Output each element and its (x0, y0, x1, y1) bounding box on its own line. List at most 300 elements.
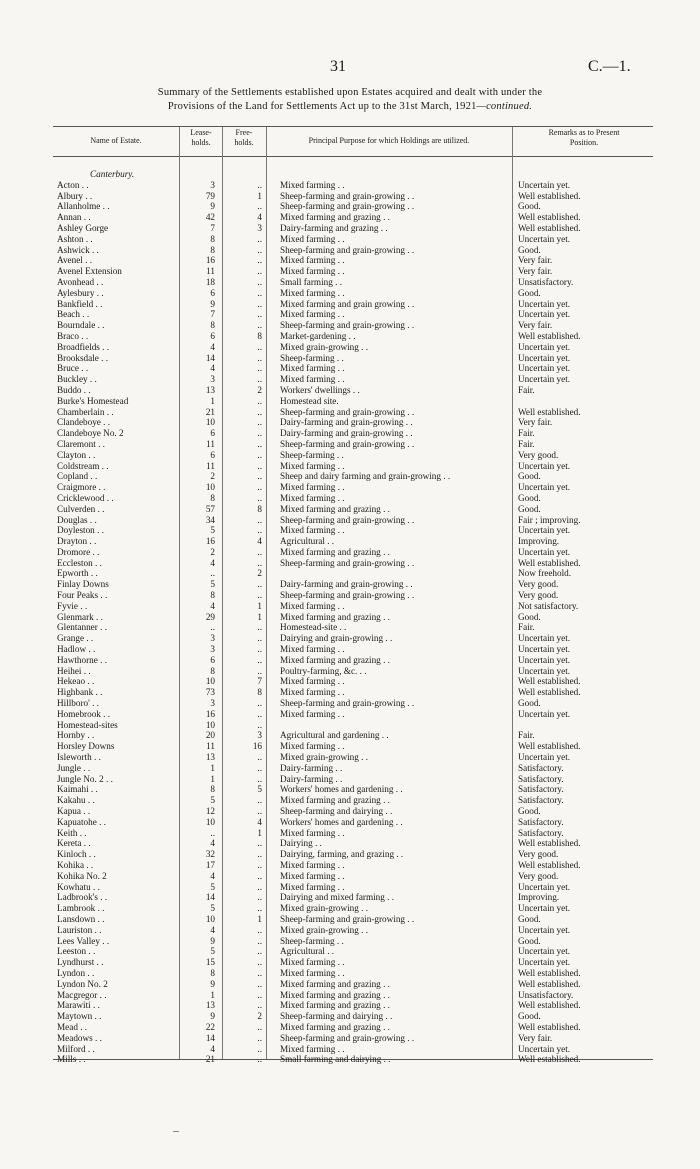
section-heading: Canterbury. (90, 169, 135, 179)
table-row (0, 342, 700, 353)
remarks-cell: Good. (518, 244, 541, 255)
table-row (0, 979, 700, 990)
estate-name-cell: Milford . . (57, 1043, 95, 1054)
estate-name-cell: Lees Valley . . (57, 935, 110, 946)
leaseholds-cell: 13 (205, 384, 215, 395)
remarks-cell: Uncertain yet. (518, 374, 571, 385)
estate-name-cell: Eccleston . . (57, 557, 102, 568)
leaseholds-cell: 4 (210, 838, 215, 849)
freeholds-cell: .. (257, 957, 262, 968)
remarks-cell: Very fair. (518, 266, 553, 277)
purpose-cell: Mixed farming . . (280, 233, 345, 244)
freeholds-cell: .. (257, 201, 262, 212)
freeholds-cell: .. (257, 428, 262, 439)
table-row (0, 461, 700, 472)
leaseholds-cell: 5 (210, 525, 215, 536)
freeholds-cell: .. (257, 460, 262, 471)
leaseholds-cell: 20 (205, 730, 215, 741)
estate-name-cell: Avenel . . (57, 255, 93, 266)
table-row (0, 838, 700, 849)
remarks-cell: Uncertain yet. (518, 644, 571, 655)
purpose-cell: Dairying and grain-growing . . (280, 633, 393, 644)
freeholds-cell: .. (257, 244, 262, 255)
remarks-cell: Improving. (518, 536, 560, 547)
remarks-cell: Good. (518, 471, 541, 482)
estate-name-cell: Copland . . (57, 471, 98, 482)
leaseholds-cell: 6 (210, 287, 215, 298)
leaseholds-cell: 10 (205, 816, 215, 827)
freeholds-cell: .. (257, 903, 262, 914)
leaseholds-cell: 3 (210, 633, 215, 644)
purpose-cell: Sheep and dairy farming and grain-growing . . (280, 471, 451, 482)
freeholds-cell: .. (257, 978, 262, 989)
freeholds-cell: .. (257, 395, 262, 406)
freeholds-cell: .. (257, 287, 262, 298)
estate-name-cell: Glentanner . . (57, 622, 108, 633)
remarks-cell: Satisfactory. (518, 762, 564, 773)
remarks-cell: Well established. (518, 860, 581, 870)
purpose-cell: Sheep-farming and grain-growing . . (280, 190, 415, 201)
estate-name-cell: Meadows . . (57, 1032, 102, 1043)
freeholds-cell: .. (257, 514, 262, 525)
estate-name-cell: Kereta . . (57, 838, 91, 849)
purpose-cell: Sheep-farming and grain-growing . . (280, 698, 415, 709)
freeholds-cell: 3 (257, 730, 262, 741)
estate-name-cell: Kaimahi . . (57, 784, 98, 795)
header-name: Name of Estate. (90, 136, 142, 145)
purpose-cell: Homestead-site . . (280, 622, 347, 633)
remarks-cell: Satisfactory. (518, 827, 564, 838)
estate-name-cell: Coldstream . . (57, 460, 109, 471)
freeholds-cell: .. (257, 633, 262, 644)
estate-name-cell: Bruce . . (57, 363, 89, 374)
remarks-cell: Satisfactory. (518, 795, 564, 806)
remarks-cell: Satisfactory. (518, 816, 564, 827)
table-row (0, 579, 700, 590)
leaseholds-cell: 8 (210, 244, 215, 255)
freeholds-cell: 2 (257, 568, 262, 579)
table-row (0, 223, 700, 234)
leaseholds-cell: 21 (205, 406, 215, 417)
table-title (48, 86, 652, 114)
table-row (0, 957, 700, 968)
remarks-cell: Very good. (518, 849, 559, 860)
purpose-cell: Mixed farming . . (280, 957, 345, 968)
table-row (0, 353, 700, 364)
table-row (0, 860, 700, 871)
leaseholds-cell: 5 (210, 795, 215, 806)
table-row (0, 741, 700, 752)
purpose-cell: Sheep-farming and grain-growing . . (280, 913, 415, 924)
table-row (0, 849, 700, 860)
table-row (0, 309, 700, 320)
purpose-cell: Mixed farming and grazing . . (280, 1000, 390, 1011)
leaseholds-cell: 10 (205, 417, 215, 428)
estate-name-cell: Grange . . (57, 633, 94, 644)
remarks-cell: Now freehold. (518, 568, 572, 579)
remarks-cell: Well established. (518, 1021, 581, 1032)
estate-name-cell: Lyndon . . (57, 967, 95, 978)
freeholds-cell: .. (257, 806, 262, 817)
table-row (0, 1044, 700, 1055)
table-row (0, 558, 700, 569)
freeholds-cell: .. (257, 870, 262, 881)
remarks-cell: Very good. (518, 590, 559, 601)
remarks-cell: Well established. (518, 212, 581, 223)
remarks-cell: Good. (518, 287, 541, 298)
freeholds-cell: 7 (257, 676, 262, 687)
purpose-cell: Small farming . . (280, 276, 343, 287)
estate-name-cell: Four Peaks . . (57, 590, 108, 601)
header-leaseholds: Lease- holds. (190, 128, 212, 147)
leaseholds-cell: 5 (210, 881, 215, 892)
estate-name-cell: Acton . . (57, 179, 89, 190)
estate-name-cell: Marawiti . . (57, 1000, 100, 1011)
freeholds-cell: 8 (257, 330, 262, 341)
remarks-cell: Uncertain yet. (518, 924, 571, 935)
freeholds-cell: .. (257, 363, 262, 374)
leaseholds-cell: 16 (205, 708, 215, 719)
freeholds-cell: .. (257, 557, 262, 568)
estate-name-cell: Douglas . . (57, 514, 97, 525)
leaseholds-cell: 6 (210, 330, 215, 341)
header-remarks: Remarks as to Present Position. (548, 128, 620, 147)
leaseholds-cell: 57 (205, 503, 215, 514)
estate-name-cell: Glenmark . . (57, 611, 103, 622)
purpose-cell: Sheep-farming and grain-growing . . (280, 201, 415, 212)
purpose-cell: Mixed grain-growing . . (280, 903, 369, 914)
freeholds-cell: .. (257, 946, 262, 957)
title-line-2-text: Provisions of the Land for Settlements Act up to the 31st March, 1921 (167, 101, 477, 112)
freeholds-cell: .. (257, 849, 262, 860)
leaseholds-cell: 3 (210, 374, 215, 385)
estate-name-cell: Kowhatu . . (57, 881, 100, 892)
purpose-cell: Mixed farming and grazing . . (280, 503, 390, 514)
freeholds-cell: .. (257, 525, 262, 536)
freeholds-cell: .. (257, 622, 262, 633)
leaseholds-cell: 16 (205, 255, 215, 266)
freeholds-cell: 1 (257, 190, 262, 201)
remarks-cell: Uncertain yet. (518, 752, 571, 763)
purpose-cell: Dairy-farming and grain-growing . . (280, 579, 413, 590)
leaseholds-cell: 8 (210, 967, 215, 978)
table-body (0, 169, 700, 1065)
freeholds-cell: .. (257, 341, 262, 352)
leaseholds-cell: 1 (210, 989, 215, 1000)
freeholds-cell: .. (257, 590, 262, 601)
estate-name-cell: Drayton . . (57, 536, 97, 547)
freeholds-cell: .. (257, 417, 262, 428)
estate-name-cell: Clandeboye . . (57, 417, 111, 428)
purpose-cell: Dairy-farming and grain-growing . . (280, 428, 413, 439)
leaseholds-cell: 1 (210, 773, 215, 784)
estate-name-cell: Horsley Downs (57, 741, 115, 752)
purpose-cell: Mixed farming and grazing . . (280, 978, 390, 989)
freeholds-cell: .. (257, 233, 262, 244)
table-row (0, 515, 700, 526)
remarks-cell: Well established. (518, 406, 581, 417)
remarks-cell: Uncertain yet. (518, 957, 571, 968)
table-row (0, 806, 700, 817)
purpose-cell: Mixed grain-growing . . (280, 341, 369, 352)
remarks-cell: Well established. (518, 967, 581, 978)
table-row (0, 817, 700, 828)
estate-name-cell: Clandeboye No. 2 (57, 428, 124, 439)
purpose-cell: Mixed farming and grazing . . (280, 654, 390, 665)
estate-name-cell: Hadlow . . (57, 644, 96, 655)
estate-name-cell: Lyndhurst . . (57, 957, 104, 968)
estate-name-cell: Lyndon No. 2 (57, 978, 108, 989)
freeholds-cell: 8 (257, 687, 262, 698)
remarks-cell: Well established. (518, 330, 581, 341)
remarks-cell: Satisfactory. (518, 773, 564, 784)
table-row (0, 547, 700, 558)
purpose-cell: Dairy-farming . . (280, 762, 343, 773)
leaseholds-cell: 9 (210, 1011, 215, 1022)
remarks-cell: Unsatisfactory. (518, 276, 574, 287)
purpose-cell: Sheep-farming and grain-growing . . (280, 590, 415, 601)
freeholds-cell: .. (257, 1032, 262, 1043)
freeholds-cell: .. (257, 298, 262, 309)
purpose-cell: Mixed farming and grazing . . (280, 546, 390, 557)
table-row (0, 763, 700, 774)
leaseholds-cell: 1 (210, 395, 215, 406)
estate-name-cell: Lauriston . . (57, 924, 102, 935)
table-row (0, 612, 700, 623)
freeholds-cell: 1 (257, 600, 262, 611)
table-row (0, 795, 700, 806)
remarks-cell: Good. (518, 492, 541, 503)
purpose-cell: Mixed farming and grazing . . (280, 989, 390, 1000)
leaseholds-cell: 8 (210, 492, 215, 503)
estate-name-cell: Albury . . (57, 190, 93, 201)
estate-name-cell: Lambrook . . (57, 903, 105, 914)
freeholds-cell: .. (257, 654, 262, 665)
purpose-cell: Sheep-farming and grain-growing . . (280, 244, 415, 255)
leaseholds-cell: 14 (205, 352, 215, 363)
table-row (0, 331, 700, 342)
leaseholds-cell: 21 (205, 1054, 215, 1065)
freeholds-cell: .. (257, 471, 262, 482)
estate-name-cell: Bankfield . . (57, 298, 103, 309)
purpose-cell: Mixed farming and grazing . . (280, 212, 390, 223)
header-bottom-rule (53, 156, 653, 157)
purpose-cell: Dairy-farming . . (280, 773, 343, 784)
freeholds-cell: .. (257, 1043, 262, 1054)
freeholds-cell: .. (257, 492, 262, 503)
remarks-cell: Uncertain yet. (518, 341, 571, 352)
freeholds-cell: .. (257, 795, 262, 806)
purpose-cell: Sheep-farming and grain-growing . . (280, 438, 415, 449)
leaseholds-cell: 22 (205, 1021, 215, 1032)
freeholds-cell: 8 (257, 503, 262, 514)
estate-name-cell: Mills . . (57, 1054, 86, 1065)
freeholds-cell: .. (257, 860, 262, 870)
estate-name-cell: Leeston . . (57, 946, 96, 957)
estate-name-cell: Ashton . . (57, 233, 93, 244)
title-line-1: Summary of the Settlements established upon Estates acquired and dealt with under the (157, 87, 543, 98)
leaseholds-cell: 10 (205, 482, 215, 493)
freeholds-cell: .. (257, 482, 262, 493)
remarks-cell: Uncertain yet. (518, 654, 571, 665)
remarks-cell: Improving. (518, 892, 560, 903)
remarks-cell: Fair ; improving. (518, 514, 581, 525)
table-row (0, 277, 700, 288)
purpose-cell: Sheep-farming and grain-growing . . (280, 406, 415, 417)
leaseholds-cell: 14 (205, 892, 215, 903)
table-row (0, 417, 700, 428)
leaseholds-cell: 11 (206, 741, 215, 752)
purpose-cell: Sheep-farming and dairying . . (280, 806, 393, 817)
freeholds-cell: 4 (257, 536, 262, 547)
page-mark (173, 1131, 179, 1132)
leaseholds-cell: .. (210, 827, 215, 838)
remarks-cell: Fair. (518, 428, 535, 439)
leaseholds-cell: 5 (210, 579, 215, 590)
title-continued: —continued. (476, 101, 533, 112)
estate-name-cell: Beach . . (57, 309, 90, 320)
purpose-cell: Dairy-farming and grain-growing . . (280, 417, 413, 428)
table-row (0, 428, 700, 439)
estate-name-cell: Kakahu . . (57, 795, 95, 806)
leaseholds-cell: 1 (210, 762, 215, 773)
page-number: 31 (330, 58, 346, 75)
purpose-cell: Mixed grain-growing . . (280, 752, 369, 763)
purpose-cell: Mixed farming . . (280, 255, 345, 266)
freeholds-cell: .. (257, 752, 262, 763)
estate-name-cell: Jungle . . (57, 762, 91, 773)
leaseholds-cell: 8 (210, 320, 215, 331)
freeholds-cell: 2 (257, 384, 262, 395)
estate-name-cell: Buddo . . (57, 384, 91, 395)
remarks-cell: Good. (518, 913, 541, 924)
remarks-cell: Good. (518, 1011, 541, 1022)
table-row (0, 914, 700, 925)
remarks-cell: Uncertain yet. (518, 298, 571, 309)
estate-name-cell: Homestead-sites (57, 719, 118, 730)
freeholds-cell: 4 (257, 212, 262, 223)
table-row (0, 990, 700, 1001)
freeholds-cell: .. (257, 644, 262, 655)
freeholds-cell: .. (257, 665, 262, 676)
purpose-cell: Sheep-farming and dairying . . (280, 1011, 393, 1022)
table-row (0, 288, 700, 299)
estate-name-cell: Homebrook . . (57, 708, 111, 719)
leaseholds-cell: 8 (210, 233, 215, 244)
document-code: C.—1. (588, 58, 631, 75)
estate-name-cell: Kapuatohe . . (57, 816, 106, 827)
leaseholds-cell: 32 (205, 849, 215, 860)
purpose-cell: Mixed farming . . (280, 600, 345, 611)
table-row (0, 774, 700, 785)
table-row (0, 191, 700, 202)
table-row (0, 525, 700, 536)
remarks-cell: Not satisfactory. (518, 600, 579, 611)
freeholds-cell: 1 (257, 611, 262, 622)
leaseholds-cell: 4 (210, 363, 215, 374)
remarks-cell: Uncertain yet. (518, 1043, 571, 1054)
freeholds-cell: .. (257, 546, 262, 557)
purpose-cell: Mixed farming . . (280, 860, 345, 870)
purpose-cell: Mixed farming . . (280, 374, 345, 385)
leaseholds-cell: 4 (210, 870, 215, 881)
remarks-cell: Uncertain yet. (518, 946, 571, 957)
estate-name-cell: Dromore . . (57, 546, 100, 557)
leaseholds-cell: 8 (210, 784, 215, 795)
freeholds-cell: 3 (257, 222, 262, 233)
estate-name-cell: Allanholme . . (57, 201, 110, 212)
purpose-cell: Mixed farming . . (280, 266, 345, 277)
remarks-cell: Well established. (518, 190, 581, 201)
remarks-cell: Uncertain yet. (518, 665, 571, 676)
remarks-cell: Well established. (518, 222, 581, 233)
leaseholds-cell: 3 (210, 644, 215, 655)
estate-name-cell: Culverden . . (57, 503, 105, 514)
table-row (0, 1022, 700, 1033)
purpose-cell: Dairying, farming, and grazing . . (280, 849, 404, 860)
leaseholds-cell: 7 (210, 309, 215, 320)
estate-name-cell: Hawthorne . . (57, 654, 108, 665)
table-row (0, 666, 700, 677)
estate-name-cell: Aylesbury . . (57, 287, 104, 298)
freeholds-cell: .. (257, 698, 262, 709)
freeholds-cell: .. (257, 438, 262, 449)
table-row (0, 622, 700, 633)
freeholds-cell: .. (257, 708, 262, 719)
table-row (0, 644, 700, 655)
purpose-cell: Mixed farming and grazing . . (280, 795, 390, 806)
leaseholds-cell: 5 (210, 903, 215, 914)
table-row (0, 363, 700, 374)
table-row (0, 1011, 700, 1022)
leaseholds-cell: 4 (210, 341, 215, 352)
table-row (0, 655, 700, 666)
freeholds-cell: .. (257, 838, 262, 849)
remarks-cell: Uncertain yet. (518, 482, 571, 493)
table-row (0, 450, 700, 461)
estate-name-cell: Heihei . . (57, 665, 91, 676)
freeholds-cell: .. (257, 179, 262, 190)
table-row (0, 320, 700, 331)
purpose-cell: Mixed farming . . (280, 644, 345, 655)
purpose-cell: Mixed farming . . (280, 687, 345, 698)
leaseholds-cell: 8 (210, 665, 215, 676)
remarks-cell: Good. (518, 698, 541, 709)
estate-name-cell: Cricklewood . . (57, 492, 114, 503)
table-row (0, 482, 700, 493)
freeholds-cell: .. (257, 989, 262, 1000)
freeholds-cell: .. (257, 1021, 262, 1032)
estate-name-cell: Jungle No. 2 . . (57, 773, 113, 784)
purpose-cell: Mixed farming . . (280, 363, 345, 374)
table-row (0, 633, 700, 644)
leaseholds-cell: 10 (205, 913, 215, 924)
purpose-cell: Mixed farming . . (280, 870, 345, 881)
remarks-cell: Fair. (518, 622, 535, 633)
table-row (0, 536, 700, 547)
table-row (0, 568, 700, 579)
table-row (0, 504, 700, 515)
purpose-cell: Dairying and mixed farming . . (280, 892, 395, 903)
remarks-cell: Very good. (518, 449, 559, 460)
estate-name-cell: Macgregor . . (57, 989, 107, 1000)
leaseholds-cell: .. (210, 622, 215, 633)
purpose-cell: Dairying . . (280, 838, 322, 849)
remarks-cell: Uncertain yet. (518, 708, 571, 719)
estate-name-cell: Hornby . . (57, 730, 95, 741)
freeholds-cell: .. (257, 374, 262, 385)
leaseholds-cell: 4 (210, 600, 215, 611)
